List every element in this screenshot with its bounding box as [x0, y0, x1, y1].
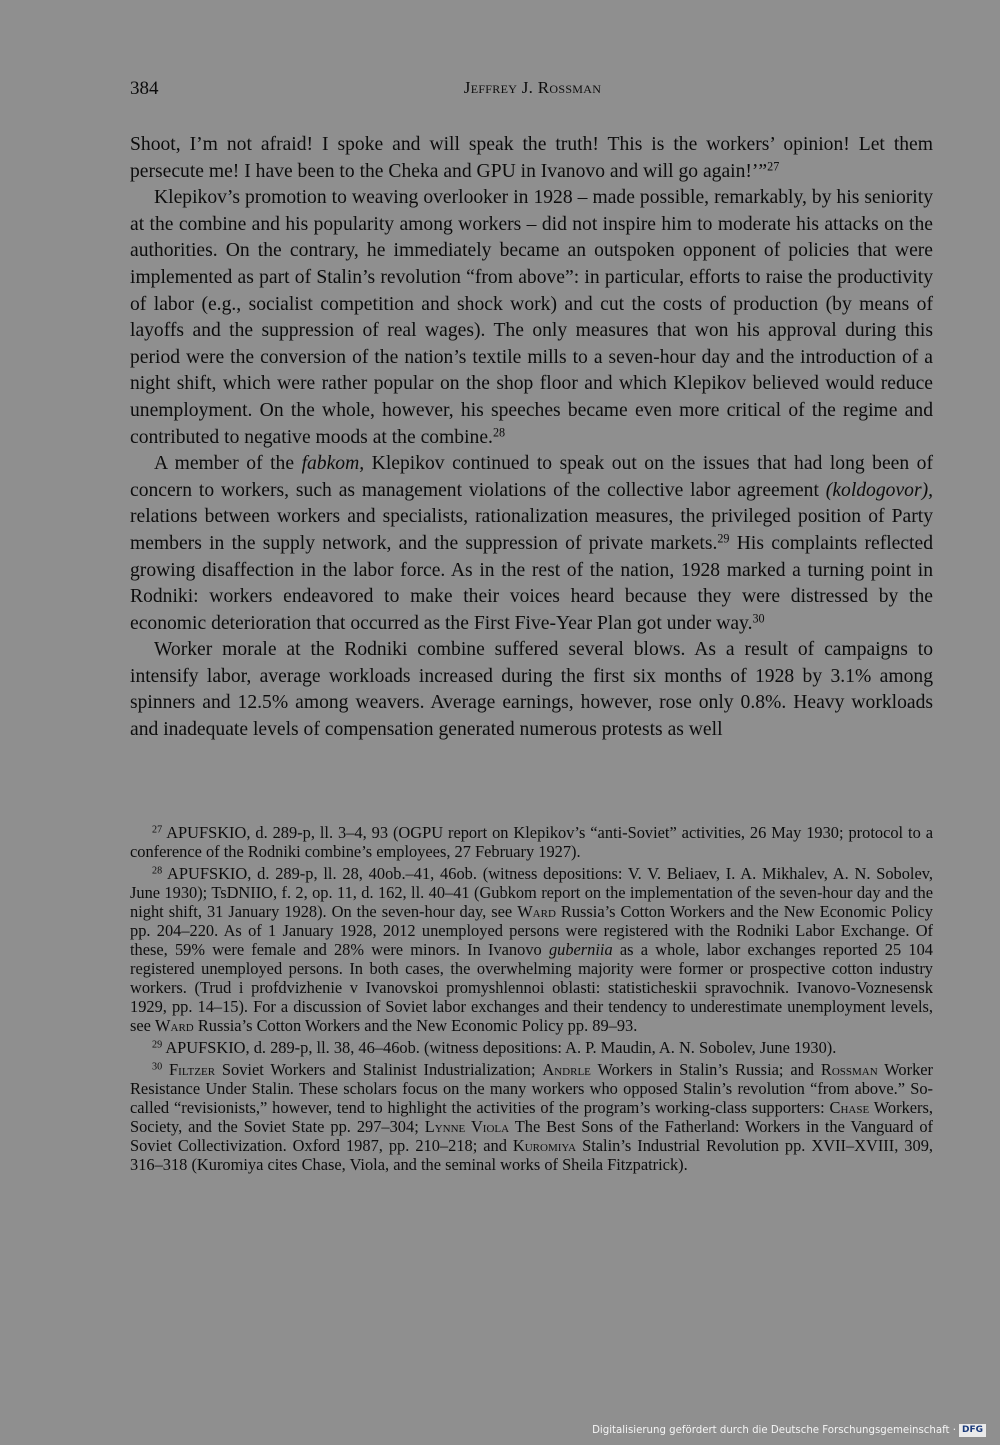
author-name: Chase [829, 1097, 870, 1117]
footnotes [130, 823, 933, 1177]
footnote-29 [130, 1038, 933, 1057]
author-name: Ward [155, 1016, 194, 1036]
footnote-text [162, 1060, 169, 1079]
footnote-text: APUFSKIO, d. 289-p, ll. 3–4, 93 (OGPU report on Klepikov’s “anti-Soviet” activities, 26 May 1930; protocol to a conference of the Rodniki combine’s employees, 27 February 1927). [130, 823, 933, 862]
paragraph-1 [130, 132, 933, 185]
paragraph-text: Klepikov’s promotion to weaving overlooker in 1928 – made possible, remarkably, by his seniority at the combine and his popularity among workers – did not inspire him to moderate his attacks on the authorities. On the contrary, he immediately became an outspoken opponent of policies that were implemented as part of Stalin’s revolution “from above”: in particular, efforts to raise the productivity of labor (e.g., socialist competition and shock work) and cut the costs of production (by means of layoffs and the suppression of real wages). The only measures that won his approval during this period were the conversion of the nation’s textile mills to a seven-hour day and the introduction of a night shift, which were rather popular on the shop floor and which Klepikov believed would reduce unemployment. On the whole, however, his speeches became even more critical of the regime and contributed to negative moods at the combine. [130, 187, 933, 448]
author-name: Filtzer [169, 1059, 216, 1079]
footnote-30 [130, 1060, 933, 1175]
footnote-ref-30: 30 [752, 611, 765, 626]
author-name: Ward [517, 901, 556, 921]
page-header [130, 78, 935, 104]
author-name: Kuromiya [512, 1136, 577, 1155]
author-name: Lynne Viola [424, 1116, 510, 1136]
footnote-number: 28 [152, 865, 163, 877]
paragraph-4: Worker morale at the Rodniki combine suffered several blows. As a result of campaigns to intensify labor, average workloads increased during the first six months of 1928 by 3.1% among spinners and 12.5% among weavers. Average earnings, however, rose only 0.8%. Heavy workloads and inadequate levels of compensation generated numerous protests as well [130, 639, 933, 741]
paragraph-text: relations between workers and specialists, rationalization measures, the privileged position of Party members in the supply network, and the suppression of private markets. [130, 506, 933, 554]
italic-term: (koldogovor), [825, 479, 933, 501]
footnote-text: Worker Resistance Under Stalin. These scholars focus on the many workers who opposed Stalin’s revolution “from above.” So-called “revisionists,” however, tend to highlight the activities of the program’s working-class supporters: [130, 1059, 933, 1117]
footnote-text: Workers in Stalin’s Russia; and [590, 1059, 821, 1079]
footnote-text: Russia’s Cotton Workers and the New Economic Policy pp. 204–220. As of 1 January 1928, 2012 unemployed persons were registered with the Rodniki Labor Exchange. Of these, 59% were female and 28% were minors. In Ivanovo [130, 901, 933, 960]
footnote-28 [130, 864, 933, 1036]
footnote-text: The Best Sons of the Fatherland: Workers in the Vanguard of Soviet Collectivization. Oxford 1987, pp. 210–218; and [130, 1116, 933, 1155]
running-head: Jeffrey J. Rossman [463, 78, 602, 97]
footnote-ref-28: 28 [492, 424, 506, 439]
author-name: Rossman [820, 1059, 878, 1079]
credit-text: Digitalisierung gefördert durch die Deutsche Forschungsgemeinschaft · [592, 1425, 956, 1436]
footnote-text: APUFSKIO, d. 289-p, ll. 38, 46–46ob. (witness depositions: A. P. Maudin, A. N. Sobolev, June 1930). [162, 1038, 837, 1058]
footnote-ref-29: 29 [717, 531, 730, 546]
paragraph-text: Shoot, I’m not afraid! I spoke and will speak the truth! This is the workers’ opinion! Let them persecute me! I have been to the Cheka and GPU in Ivanovo and will go again!’” [130, 134, 933, 182]
footnote-text: Workers, Society, and the Soviet State pp. 297–304; [130, 1097, 933, 1136]
body-text [130, 132, 933, 744]
italic-term: fabkom, [301, 453, 365, 475]
footnote-number: 27 [152, 824, 163, 836]
paragraph-text: Klepikov continued to speak out on the issues that had long been of concern to workers, such as management violations of the collective labor agreement [130, 453, 933, 501]
page-number: 384 [130, 78, 159, 99]
dfg-logo: DFG [959, 1424, 986, 1437]
footnote-number: 29 [152, 1039, 163, 1051]
paragraph-text: A member of the [154, 453, 302, 475]
paragraph-text: His complaints reflected growing disaffection in the labor force. As in the rest of the nation, 1928 marked a turning point in Rodniki: workers endeavored to make their voices heard because they were distressed by the economic deterioration that occurred as the First Five-Year Plan got under way. [130, 532, 933, 634]
footnote-text: Stalin’s Industrial Revolution pp. XVII–XVIII, 309, 316–318 (Kuromiya cites Chase, Viola, and the seminal works of Sheila Fitzpatrick). [130, 1136, 933, 1175]
footnote-ref-27: 27 [767, 158, 780, 173]
footnote-text: Russia’s Cotton Workers and the New Economic Policy pp. 89–93. [193, 1016, 638, 1036]
footnote-text: Soviet Workers and Stalinist Industrialization; [215, 1059, 543, 1079]
footnote-number: 30 [152, 1061, 163, 1073]
paragraph-3 [130, 451, 933, 637]
digitization-credit [592, 1424, 986, 1437]
italic-term: guberniia [548, 940, 613, 960]
author-name: Andrle [542, 1059, 591, 1079]
paragraph-2 [130, 185, 933, 451]
footnote-27 [130, 823, 933, 861]
footnote-text: as a whole, labor exchanges reported 25 104 registered unemployed persons. In both cases, the overwhelming majority were former or prospective cotton industry workers. (Trud i profdvizhenie v Ivanovskoi promyshlennoi oblasti: statisticheskii spravochnik. Ivanovo-Voznesensk 1929, pp. 14–15). For a discussion of Soviet labor exchanges and their tendency to underestimate unemployment levels, see [130, 940, 933, 1036]
footnote-text: APUFSKIO, d. 289-p, ll. 28, 40ob.–41, 46ob. (witness depositions: V. V. Beliaev, I. A. Mikhalev, A. N. Sobolev, June 1930); TsDNIIO, f. 2, op. 11, d. 162, ll. 40–41 (Gubkom report on the implementation of the seven-hour day and the night shift, 31 January 1928). On the seven-hour day, see [130, 863, 933, 921]
